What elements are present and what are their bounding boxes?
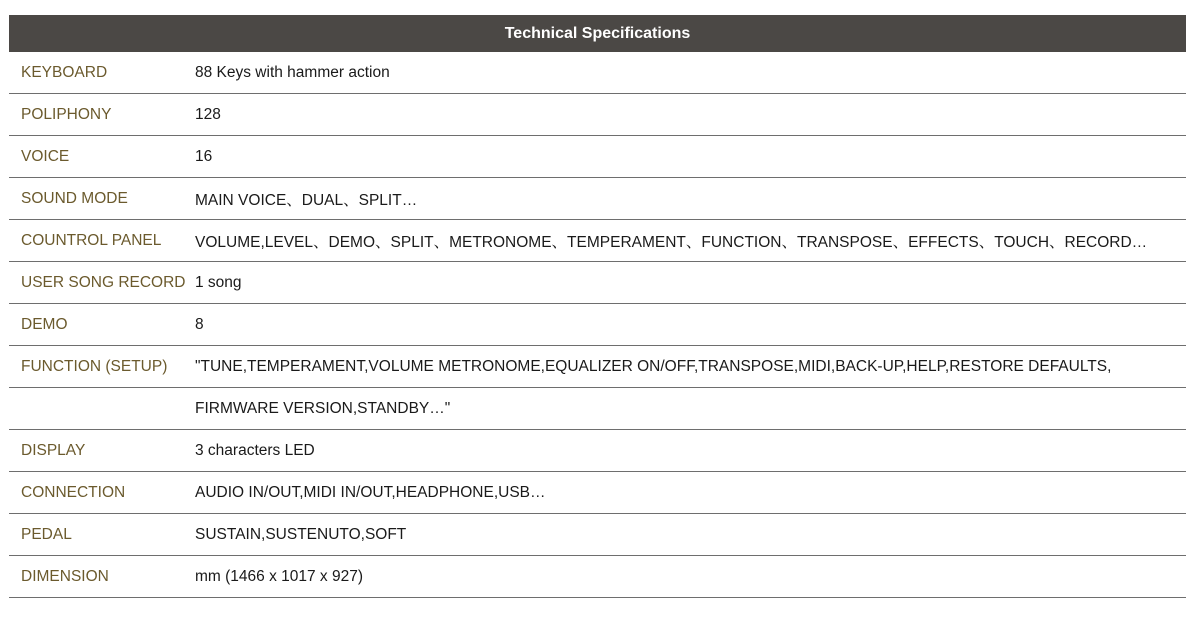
spec-value: AUDIO IN/OUT,MIDI IN/OUT,HEADPHONE,USB… [195,483,546,501]
spec-label: FUNCTION (SETUP) [21,357,168,375]
spec-row-demo [9,304,1186,346]
spec-label: CONNECTION [21,483,126,501]
spec-row-voice [9,136,1186,178]
spec-value: MAIN VOICE、DUAL、SPLIT… [195,191,418,209]
spec-row-control-panel [9,220,1186,262]
spec-table-title: Technical Specifications [504,24,691,42]
spec-label: DISPLAY [21,441,86,459]
spec-value: SUSTAIN,SUSTENUTO,SOFT [195,525,407,543]
spec-value: 88 Keys with hammer action [195,63,390,81]
spec-label: SOUND MODE [21,189,128,207]
spec-label: COUNTROL PANEL [21,231,162,249]
spec-row-sound-mode [9,178,1186,220]
spec-value: 128 [195,105,221,123]
spec-value: mm (1466 x 1017 x 927) [195,567,364,585]
spec-value: 8 [195,315,204,333]
spec-row-pedal [9,514,1186,556]
spec-row-dimension [9,556,1186,598]
spec-row-polyphony [9,94,1186,136]
spec-value: 3 characters LED [195,441,315,459]
spec-value: "TUNE,TEMPERAMENT,VOLUME METRONOME,EQUALIZER ON/OFF,TRANSPOSE,MIDI,BACK-UP,HELP,RESTORE DEFAULTS, [195,357,1112,375]
spec-row-connection [9,472,1186,514]
spec-value: FIRMWARE VERSION,STANDBY…" [195,399,451,417]
spec-row-function-setup-cont [9,388,1186,430]
spec-value: 1 song [195,273,242,291]
spec-label: VOICE [21,147,70,165]
spec-table-header [9,15,1186,52]
spec-label: POLIPHONY [21,105,112,123]
spec-row-display [9,430,1186,472]
spec-row-function-setup [9,346,1186,388]
spec-label: DIMENSION [21,567,109,585]
spec-label: USER SONG RECORD [21,273,186,291]
spec-label: KEYBOARD [21,63,108,81]
spec-value: VOLUME,LEVEL、DEMO、SPLIT、METRONOME、TEMPERAMENT、FUNCTION、TRANSPOSE、EFFECTS、TOUCH、RECORD… [195,233,1148,251]
spec-label: DEMO [21,315,68,333]
spec-label: PEDAL [21,525,72,543]
spec-value: 16 [195,147,213,165]
spec-row-user-song-record [9,262,1186,304]
spec-table [9,15,1186,598]
spec-row-keyboard [9,52,1186,94]
